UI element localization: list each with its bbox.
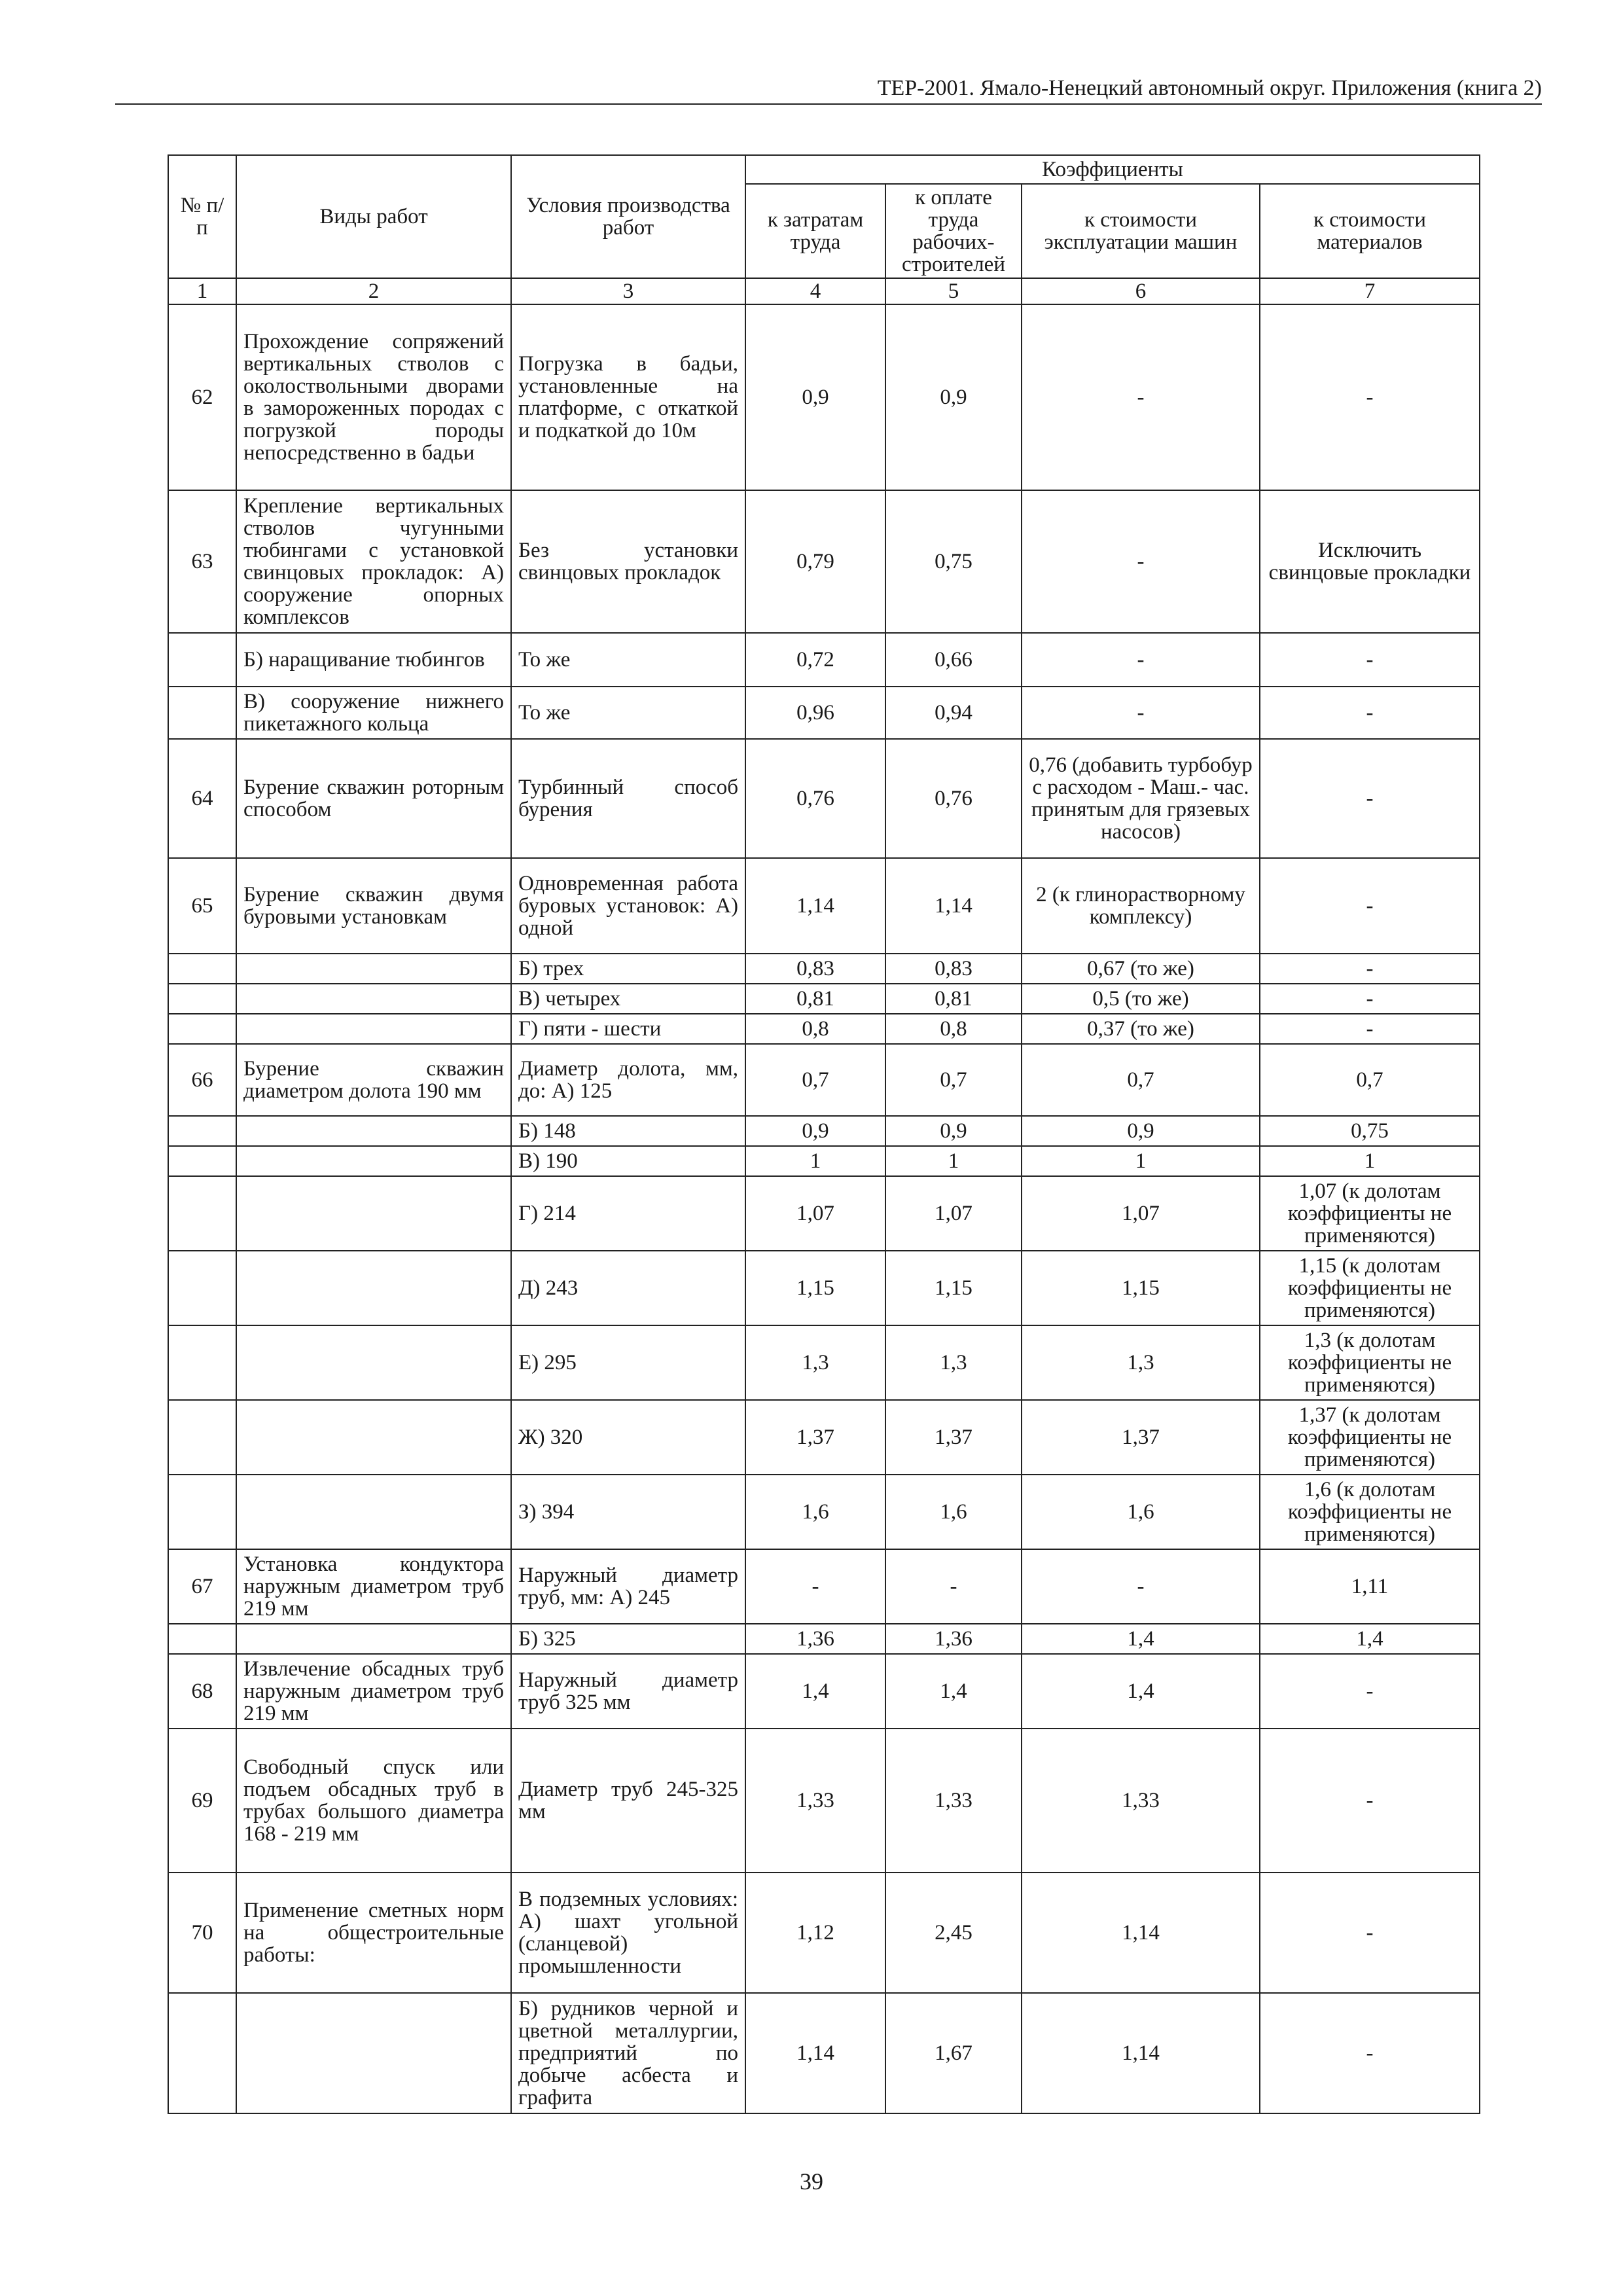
coef-labor: 1,4	[745, 1654, 885, 1729]
coef-wages: 0,7	[885, 1044, 1022, 1116]
work-conditions: Г) 214	[511, 1176, 745, 1251]
coef-machines: 1	[1022, 1146, 1260, 1176]
table-row	[168, 1176, 1480, 1251]
coef-wages: 1,36	[885, 1624, 1022, 1654]
coef-machines: 0,5 (то же)	[1022, 984, 1260, 1014]
work-conditions: Ж) 320	[511, 1400, 745, 1475]
coef-materials: 1,07 (к долотам коэффициенты не применяются)	[1260, 1176, 1480, 1251]
row-number: 64	[168, 739, 236, 858]
coef-labor: 0,9	[745, 1116, 885, 1146]
coef-labor: 1,37	[745, 1400, 885, 1475]
coef-materials: -	[1260, 739, 1480, 858]
page-header: ТЕР-2001. Ямало-Ненецкий автономный округ. Приложения (книга 2)	[877, 76, 1542, 100]
table-row	[168, 1014, 1480, 1044]
row-number: 69	[168, 1729, 236, 1873]
table-row	[168, 858, 1480, 954]
coef-materials: 1,15 (к долотам коэффициенты не применяются)	[1260, 1251, 1480, 1325]
coef-materials: -	[1260, 633, 1480, 687]
table-row	[168, 1116, 1480, 1146]
coef-wages: 0,9	[885, 304, 1022, 490]
coef-materials: 0,7	[1260, 1044, 1480, 1116]
coef-machines: -	[1022, 1549, 1260, 1624]
coef-materials: -	[1260, 1873, 1480, 1993]
col-number: 4	[745, 278, 885, 304]
coef-labor: 1,15	[745, 1251, 885, 1325]
table-row	[168, 1325, 1480, 1400]
work-conditions: Д) 243	[511, 1251, 745, 1325]
coef-machines: 0,67 (то же)	[1022, 954, 1260, 984]
work-conditions: То же	[511, 687, 745, 739]
work-conditions: Без установки свинцовых прокладок	[511, 490, 745, 633]
table-row	[168, 1146, 1480, 1176]
row-number: 68	[168, 1654, 236, 1729]
work-type	[236, 1116, 511, 1146]
row-number	[168, 633, 236, 687]
work-type	[236, 1325, 511, 1400]
table-row	[168, 1654, 1480, 1729]
coef-wages: 2,45	[885, 1873, 1022, 1993]
coef-machines: -	[1022, 633, 1260, 687]
row-number	[168, 687, 236, 739]
work-type: Свободный спуск или подъем обсадных труб в трубах большого диаметра 168 - 219 мм	[236, 1729, 511, 1873]
coef-labor: 1,07	[745, 1176, 885, 1251]
work-type	[236, 1475, 511, 1549]
coef-wages: 1	[885, 1146, 1022, 1176]
coef-materials: 0,75	[1260, 1116, 1480, 1146]
coef-wages: 0,83	[885, 954, 1022, 984]
coef-machines: 0,76 (добавить турбобур с расходом - Маш.- час. принятым для грязевых насосов)	[1022, 739, 1260, 858]
table-row	[168, 1400, 1480, 1475]
row-number	[168, 954, 236, 984]
work-type: В) сооружение нижнего пикетажного кольца	[236, 687, 511, 739]
work-type	[236, 1014, 511, 1044]
coef-wages: 1,3	[885, 1325, 1022, 1400]
coef-labor: 1,3	[745, 1325, 885, 1400]
coef-machines: 1,6	[1022, 1475, 1260, 1549]
coef-machines: 1,14	[1022, 1993, 1260, 2113]
table-row	[168, 1251, 1480, 1325]
work-type: Прохождение сопряжений вертикальных стволов с околоствольными дворами в замороженных породах с погрузкой породы непосредственно в бадьи	[236, 304, 511, 490]
coef-machines: -	[1022, 490, 1260, 633]
work-conditions: В) 190	[511, 1146, 745, 1176]
work-type: Бурение скважин двумя буровыми установкам	[236, 858, 511, 954]
coef-materials: -	[1260, 1993, 1480, 2113]
coef-wages: 1,14	[885, 858, 1022, 954]
work-conditions: Б) 325	[511, 1624, 745, 1654]
table-row	[168, 984, 1480, 1014]
coef-labor: 1,14	[745, 858, 885, 954]
work-conditions: Турбинный способ бурения	[511, 739, 745, 858]
work-type	[236, 1400, 511, 1475]
coef-materials: 1,4	[1260, 1624, 1480, 1654]
col-number: 7	[1260, 278, 1480, 304]
row-number	[168, 1475, 236, 1549]
coef-wages: 1,15	[885, 1251, 1022, 1325]
coef-machines: -	[1022, 687, 1260, 739]
header-work: Виды работ	[236, 155, 511, 278]
row-number	[168, 1251, 236, 1325]
coef-labor: 1,36	[745, 1624, 885, 1654]
coef-machines: 1,37	[1022, 1400, 1260, 1475]
coef-labor: 1,12	[745, 1873, 885, 1993]
coef-labor: 0,72	[745, 633, 885, 687]
work-conditions: З) 394	[511, 1475, 745, 1549]
coef-materials: -	[1260, 304, 1480, 490]
col-number: 3	[511, 278, 745, 304]
coef-materials: -	[1260, 954, 1480, 984]
work-conditions: В) четырех	[511, 984, 745, 1014]
coef-labor: 1	[745, 1146, 885, 1176]
coef-labor: 0,96	[745, 687, 885, 739]
work-conditions: Диаметр долота, мм, до: А) 125	[511, 1044, 745, 1116]
coef-labor: 0,7	[745, 1044, 885, 1116]
table-body	[168, 304, 1480, 2113]
table-row	[168, 633, 1480, 687]
coef-materials: -	[1260, 1729, 1480, 1873]
header-conditions: Условия производства работ	[511, 155, 745, 278]
header-machines: к стоимости эксплуатации машин	[1022, 184, 1260, 278]
coef-labor: 0,79	[745, 490, 885, 633]
row-number	[168, 1993, 236, 2113]
row-number	[168, 1176, 236, 1251]
table-row	[168, 1044, 1480, 1116]
coefficients-table	[168, 154, 1480, 2114]
work-conditions: Погрузка в бадьи, установленные на платформе, с откаткой и подкаткой до 10м	[511, 304, 745, 490]
table-row	[168, 1729, 1480, 1873]
work-conditions: Б) трех	[511, 954, 745, 984]
work-conditions: В подземных условиях: А) шахт угольной (сланцевой) промышленности	[511, 1873, 745, 1993]
coef-machines: 1,15	[1022, 1251, 1260, 1325]
col-number: 6	[1022, 278, 1260, 304]
coef-materials: 1,11	[1260, 1549, 1480, 1624]
coef-wages: 0,9	[885, 1116, 1022, 1146]
table-row	[168, 1993, 1480, 2113]
work-conditions: Наружный диаметр труб, мм: А) 245	[511, 1549, 745, 1624]
coef-wages: 1,37	[885, 1400, 1022, 1475]
coef-labor: -	[745, 1549, 885, 1624]
coef-machines: 0,7	[1022, 1044, 1260, 1116]
coef-labor: 1,14	[745, 1993, 885, 2113]
work-conditions: Наружный диаметр труб 325 мм	[511, 1654, 745, 1729]
coef-machines: 1,14	[1022, 1873, 1260, 1993]
row-number	[168, 984, 236, 1014]
column-number-row	[168, 278, 1480, 304]
coef-wages: 1,6	[885, 1475, 1022, 1549]
work-conditions: Е) 295	[511, 1325, 745, 1400]
header-labor: к затратам труда	[745, 184, 885, 278]
coef-wages: 0,81	[885, 984, 1022, 1014]
work-type	[236, 1624, 511, 1654]
coef-materials: -	[1260, 984, 1480, 1014]
coef-machines: 1,4	[1022, 1654, 1260, 1729]
coef-materials: -	[1260, 687, 1480, 739]
row-number	[168, 1146, 236, 1176]
header-coefficients: Коэффициенты	[745, 155, 1480, 184]
work-type	[236, 1146, 511, 1176]
col-number: 2	[236, 278, 511, 304]
header-no: № п/п	[168, 155, 236, 278]
coef-materials: 1	[1260, 1146, 1480, 1176]
work-conditions: То же	[511, 633, 745, 687]
coef-machines: -	[1022, 304, 1260, 490]
header-wages: к оплате труда рабочих-строителей	[885, 184, 1022, 278]
coef-wages: 1,4	[885, 1654, 1022, 1729]
col-number: 1	[168, 278, 236, 304]
coef-machines: 1,4	[1022, 1624, 1260, 1654]
row-number	[168, 1624, 236, 1654]
page-number: 39	[800, 2168, 823, 2195]
coef-wages: 0,66	[885, 633, 1022, 687]
coef-wages: 0,76	[885, 739, 1022, 858]
table-row	[168, 1475, 1480, 1549]
work-type	[236, 1993, 511, 2113]
coef-labor: 0,8	[745, 1014, 885, 1044]
coef-machines: 1,07	[1022, 1176, 1260, 1251]
work-conditions: Одновременная работа буровых установок: А) одной	[511, 858, 745, 954]
row-number: 65	[168, 858, 236, 954]
work-type	[236, 1176, 511, 1251]
row-number	[168, 1325, 236, 1400]
coef-wages: 1,33	[885, 1729, 1022, 1873]
coef-labor: 0,83	[745, 954, 885, 984]
coef-materials: -	[1260, 858, 1480, 954]
work-conditions: Г) пяти - шести	[511, 1014, 745, 1044]
work-conditions: Диаметр труб 245-325 мм	[511, 1729, 745, 1873]
table-row	[168, 1549, 1480, 1624]
work-type: Бурение скважин роторным способом	[236, 739, 511, 858]
coef-materials: 1,6 (к долотам коэффициенты не применяются)	[1260, 1475, 1480, 1549]
table-row	[168, 687, 1480, 739]
work-type: Бурение скважин диаметром долота 190 мм	[236, 1044, 511, 1116]
row-number	[168, 1116, 236, 1146]
coef-labor: 0,9	[745, 304, 885, 490]
work-type	[236, 1251, 511, 1325]
table-row	[168, 490, 1480, 633]
coef-materials: -	[1260, 1014, 1480, 1044]
table-row	[168, 1873, 1480, 1993]
table-row	[168, 304, 1480, 490]
coef-materials: 1,37 (к долотам коэффициенты не применяются)	[1260, 1400, 1480, 1475]
row-number: 67	[168, 1549, 236, 1624]
coef-wages: 0,94	[885, 687, 1022, 739]
work-type: Извлечение обсадных труб наружным диаметром труб 219 мм	[236, 1654, 511, 1729]
work-type	[236, 984, 511, 1014]
coef-labor: 0,76	[745, 739, 885, 858]
coef-wages: 1,07	[885, 1176, 1022, 1251]
coef-labor: 0,81	[745, 984, 885, 1014]
coef-machines: 1,33	[1022, 1729, 1260, 1873]
work-type: Применение сметных норм на общестроительные работы:	[236, 1873, 511, 1993]
coef-wages: 0,8	[885, 1014, 1022, 1044]
coef-machines: 0,9	[1022, 1116, 1260, 1146]
table-row	[168, 1624, 1480, 1654]
work-type: Крепление вертикальных стволов чугунными тюбингами с установкой свинцовых прокладок: А) сооружение опорных комплексов	[236, 490, 511, 633]
row-number	[168, 1400, 236, 1475]
table-row	[168, 954, 1480, 984]
work-conditions: Б) 148	[511, 1116, 745, 1146]
coef-labor: 1,33	[745, 1729, 885, 1873]
row-number: 63	[168, 490, 236, 633]
coef-wages: -	[885, 1549, 1022, 1624]
row-number: 62	[168, 304, 236, 490]
header-materials: к стоимости материалов	[1260, 184, 1480, 278]
coef-materials: -	[1260, 1654, 1480, 1729]
coef-machines: 2 (к глинорастворному комплексу)	[1022, 858, 1260, 954]
col-number: 5	[885, 278, 1022, 304]
work-type	[236, 954, 511, 984]
header-rule	[115, 103, 1542, 105]
work-conditions: Б) рудников черной и цветной металлургии, предприятий по добыче асбеста и графита	[511, 1993, 745, 2113]
work-type: Б) наращивание тюбингов	[236, 633, 511, 687]
coef-wages: 1,67	[885, 1993, 1022, 2113]
row-number: 70	[168, 1873, 236, 1993]
coef-materials: 1,3 (к долотам коэффициенты не применяются)	[1260, 1325, 1480, 1400]
coef-materials: Исключить свинцовые прокладки	[1260, 490, 1480, 633]
table-row	[168, 739, 1480, 858]
coef-machines: 1,3	[1022, 1325, 1260, 1400]
coef-labor: 1,6	[745, 1475, 885, 1549]
work-type: Установка кондуктора наружным диаметром труб 219 мм	[236, 1549, 511, 1624]
row-number	[168, 1014, 236, 1044]
coef-machines: 0,37 (то же)	[1022, 1014, 1260, 1044]
row-number: 66	[168, 1044, 236, 1116]
coef-wages: 0,75	[885, 490, 1022, 633]
